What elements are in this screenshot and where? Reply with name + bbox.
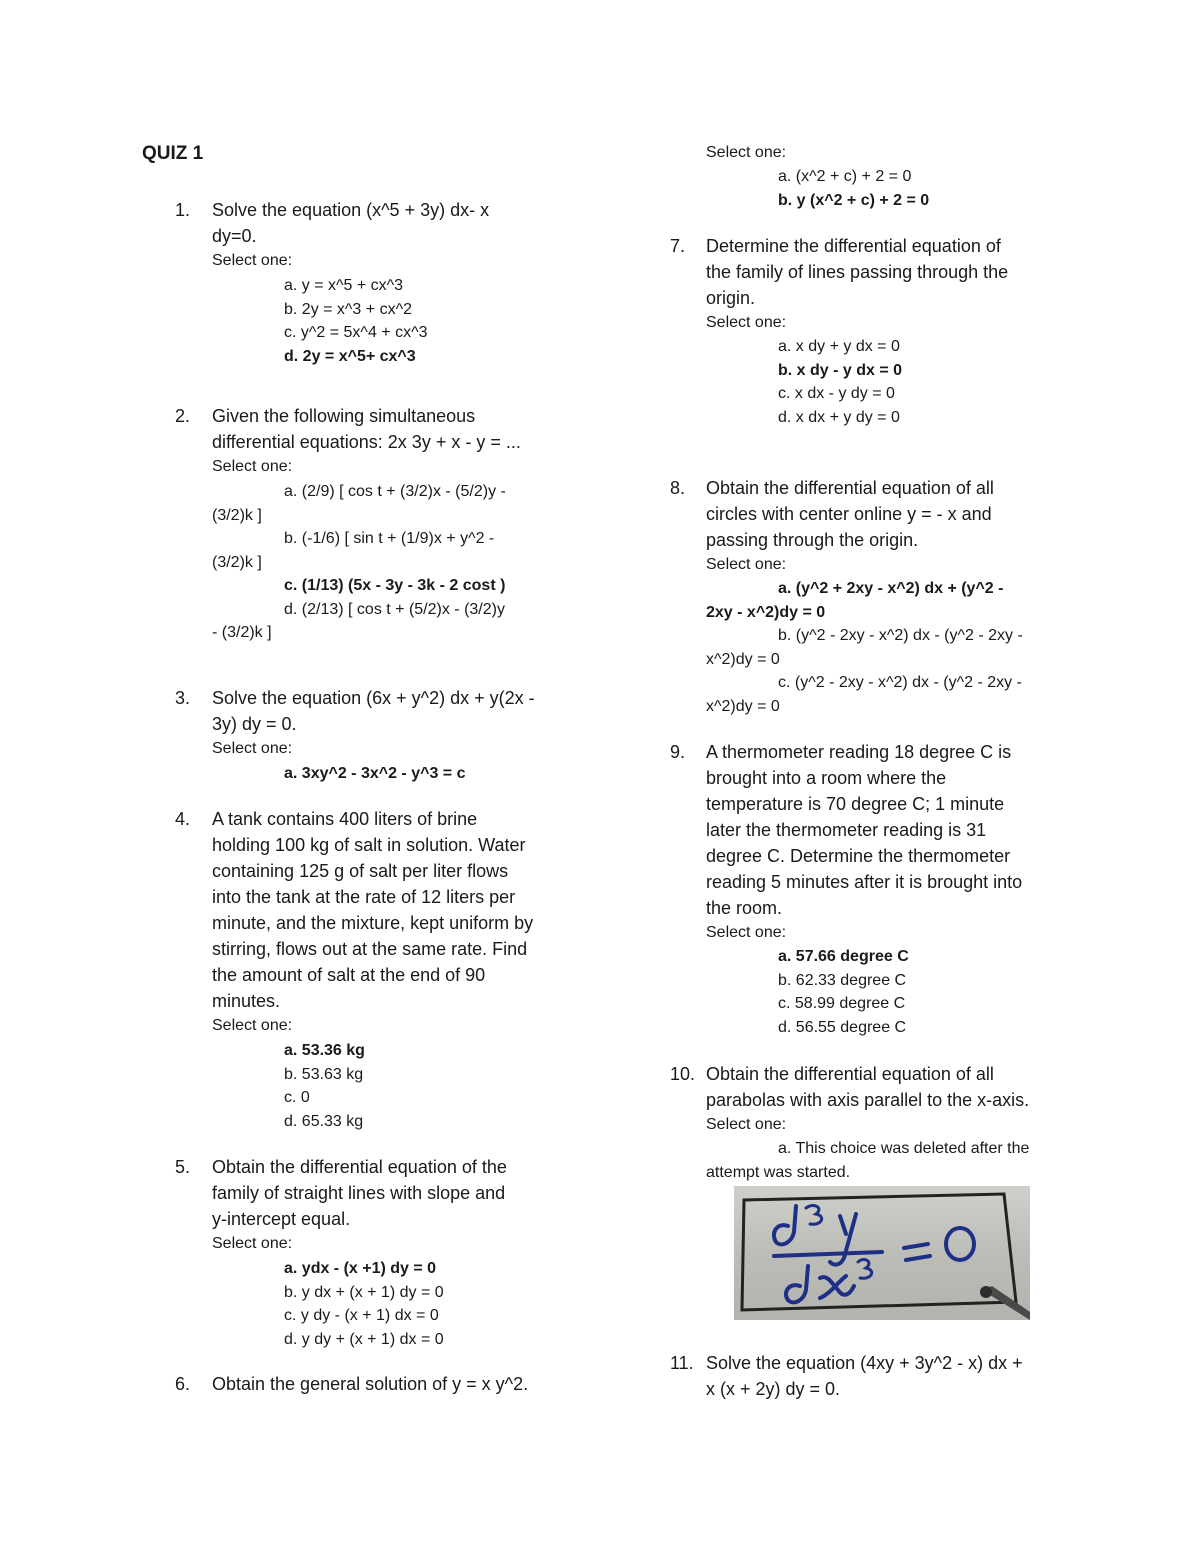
select-one-label: Select one:: [706, 144, 787, 161]
answer-option: b. (-1/6) [ sin t + (1/9)x + y^2 -: [284, 530, 495, 547]
question-text: Obtain the general solution of y = x y^2.: [212, 1374, 529, 1394]
answer-option-cont: attempt was started.: [706, 1163, 851, 1181]
question-text: Obtain the differential equation of the: [212, 1157, 507, 1177]
handwritten-answer-image: [734, 1186, 1030, 1320]
question-number: 10.: [670, 1064, 696, 1084]
question-text: y-intercept equal.: [212, 1209, 351, 1229]
select-one-label: Select one:: [212, 458, 293, 475]
answer-option: b. 2y = x^3 + cx^2: [284, 300, 412, 318]
answer-option: a. y = x^5 + cx^3: [284, 277, 404, 294]
question-number: 7.: [670, 236, 686, 256]
select-one-label: Select one:: [706, 924, 787, 941]
question-text: Solve the equation (x^5 + 3y) dx- x: [212, 200, 490, 220]
question-number: 5.: [175, 1157, 191, 1177]
answer-option: d. 65.33 kg: [284, 1112, 364, 1130]
question-text: origin.: [706, 288, 756, 308]
answer-option-cont: 2xy - x^2)dy = 0: [706, 603, 826, 621]
question-text: brought into a room where the: [706, 768, 947, 788]
question-number: 11.: [670, 1353, 694, 1373]
answer-option: b. (y^2 - 2xy - x^2) dx - (y^2 - 2xy -: [778, 627, 1023, 644]
answer-option: b. 62.33 degree C: [778, 971, 907, 989]
question-6-continued: [706, 141, 1086, 212]
answer-option-correct: a. ydx - (x +1) dy = 0: [284, 1260, 437, 1277]
answer-option: c. x dx - y dy = 0: [778, 385, 895, 402]
answer-option-correct: a. 3xy^2 - 3x^2 - y^3 = c: [284, 765, 466, 782]
question-text: reading 5 minutes after it is brought into: [706, 872, 1023, 892]
question-text: minute, and the mixture, kept uniform by: [212, 913, 534, 933]
question-text: Obtain the differential equation of all: [706, 1064, 994, 1084]
answer-option: c. 58.99 degree C: [778, 995, 906, 1012]
question-text: circles with center online y = - x and: [706, 504, 992, 524]
answer-option: c. 0: [284, 1089, 310, 1106]
question-text: the room.: [706, 898, 783, 918]
answer-option-cont: - (3/2)k ]: [212, 624, 272, 641]
question-text: A thermometer reading 18 degree C is: [706, 742, 1012, 762]
question-text: family of straight lines with slope and: [212, 1183, 506, 1203]
answer-option: b. y dx + (x + 1) dy = 0: [284, 1283, 444, 1301]
answer-option-correct: d. 2y = x^5+ cx^3: [284, 347, 416, 365]
answer-option-cont: x^2)dy = 0: [706, 650, 780, 668]
question-text: holding 100 kg of salt in solution. Water: [212, 835, 526, 855]
select-one-label: Select one:: [212, 1017, 293, 1034]
question-text: passing through the origin.: [706, 530, 919, 550]
answer-option: a. (2/9) [ cos t + (3/2)x - (5/2)y -: [284, 483, 506, 500]
answer-option: a. This choice was deleted after the: [778, 1140, 1030, 1157]
question-text: degree C. Determine the thermometer: [706, 846, 1011, 866]
answer-option-correct: a. 53.36 kg: [284, 1042, 365, 1059]
answer-option-correct: a. (y^2 + 2xy - x^2) dx + (y^2 -: [778, 580, 1004, 597]
question-text: stirring, flows out at the same rate. Find: [212, 939, 528, 959]
answer-option-correct: b. y (x^2 + c) + 2 = 0: [778, 191, 930, 209]
question-number: 3.: [175, 688, 191, 708]
answer-option: d. x dx + y dy = 0: [778, 408, 900, 426]
answer-option: d. (2/13) [ cos t + (5/2)x - (3/2)y: [284, 600, 505, 618]
question-text: Given the following simultaneous: [212, 406, 476, 426]
answer-option: a. (x^2 + c) + 2 = 0: [778, 168, 912, 185]
select-one-label: Select one:: [212, 252, 293, 269]
answer-option: c. (y^2 - 2xy - x^2) dx - (y^2 - 2xy -: [778, 674, 1022, 691]
question-text: containing 125 g of salt per liter flows: [212, 861, 509, 881]
select-one-label: Select one:: [706, 556, 787, 573]
question-number: 2.: [175, 406, 191, 426]
answer-option: a. x dy + y dx = 0: [778, 338, 900, 355]
question-number: 8.: [670, 478, 686, 498]
select-one-label: Select one:: [706, 1116, 787, 1133]
question-number: 4.: [175, 809, 191, 829]
question-text: 3y) dy = 0.: [212, 714, 297, 734]
question-text: Obtain the differential equation of all: [706, 478, 994, 498]
question-text: the family of lines passing through the: [706, 262, 1009, 282]
question-text: parabolas with axis parallel to the x-axis.: [706, 1090, 1030, 1110]
quiz-title: QUIZ 1: [142, 143, 204, 164]
question-text: differential equations: 2x 3y + x - y = ...: [212, 432, 521, 452]
question-text: the amount of salt at the end of 90: [212, 965, 486, 985]
answer-option: c. y^2 = 5x^4 + cx^3: [284, 324, 428, 341]
question-text: dy=0.: [212, 226, 257, 246]
answer-option: c. y dy - (x + 1) dx = 0: [284, 1307, 439, 1324]
question-text: Solve the equation (6x + y^2) dx + y(2x -: [212, 688, 535, 708]
select-one-label: Select one:: [212, 740, 293, 757]
question-text: later the thermometer reading is 31: [706, 820, 987, 840]
answer-option-cont: (3/2)k ]: [212, 553, 262, 571]
answer-option: b. 53.63 kg: [284, 1065, 364, 1083]
question-number: 6.: [175, 1374, 191, 1394]
question-text: temperature is 70 degree C; 1 minute: [706, 794, 1005, 814]
question-text: Determine the differential equation of: [706, 236, 1001, 256]
select-one-label: Select one:: [212, 1235, 293, 1252]
question-number: 9.: [670, 742, 686, 762]
answer-option-correct: a. 57.66 degree C: [778, 948, 909, 965]
answer-option-cont: (3/2)k ]: [212, 506, 262, 524]
answer-option: d. y dy + (x + 1) dx = 0: [284, 1330, 444, 1348]
question-text: into the tank at the rate of 12 liters per: [212, 887, 516, 907]
answer-option: d. 56.55 degree C: [778, 1018, 907, 1036]
question-text: Solve the equation (4xy + 3y^2 - x) dx +: [706, 1353, 1023, 1373]
answer-option-cont: x^2)dy = 0: [706, 697, 780, 715]
select-one-label: Select one:: [706, 314, 787, 331]
question-number: 1.: [175, 200, 191, 220]
question-text: A tank contains 400 liters of brine: [212, 809, 478, 829]
answer-option-correct: c. (1/13) (5x - 3y - 3k - 2 cost ): [284, 577, 506, 594]
answer-option-correct: b. x dy - y dx = 0: [778, 361, 903, 379]
question-text: x (x + 2y) dy = 0.: [706, 1379, 841, 1399]
question-text: minutes.: [212, 991, 281, 1011]
handwritten-equation-icon: [734, 1186, 1030, 1320]
